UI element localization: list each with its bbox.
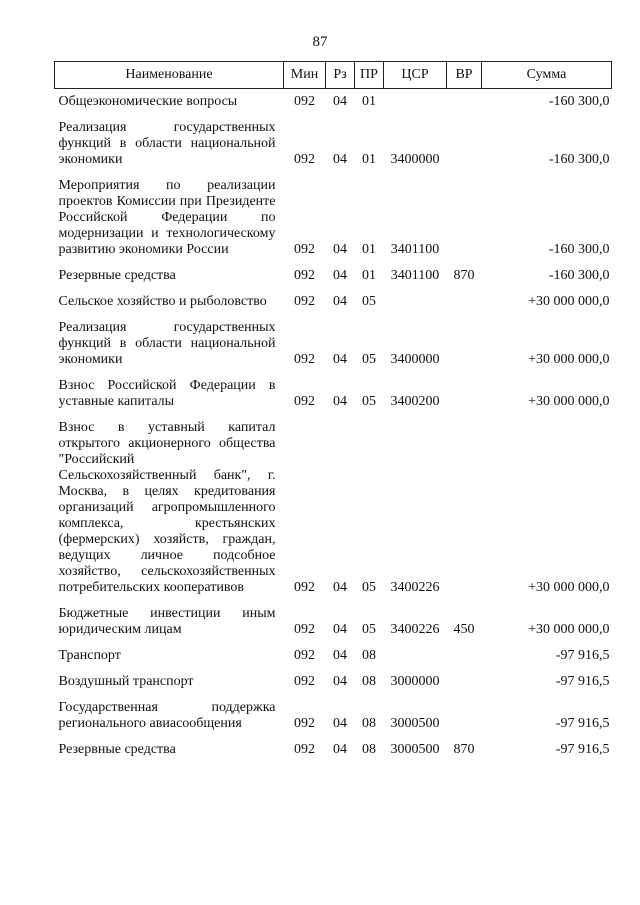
row-csr: 3400000 [390, 352, 440, 367]
row-pr: 05 [362, 622, 376, 637]
row-name: Взнос Российской Федерации в уставные капиталы [58, 378, 276, 409]
table-row [55, 601, 612, 643]
row-pr: 01 [362, 152, 376, 167]
row-csr: 3401100 [390, 268, 440, 283]
row-min: 092 [294, 580, 315, 595]
table-row [55, 669, 612, 695]
row-rz: 04 [333, 580, 347, 595]
row-pr: 08 [362, 674, 376, 689]
row-min: 092 [294, 352, 315, 367]
row-sum: -160 300,0 [548, 94, 610, 109]
row-rz: 04 [333, 268, 347, 283]
row-sum: -97 916,5 [555, 674, 610, 689]
row-name: Реализация государственных функций в области национальной экономики [58, 120, 276, 167]
row-name: Воздушный транспорт [58, 674, 194, 689]
row-sum: +30 000 000,0 [528, 294, 610, 309]
row-min: 092 [294, 742, 315, 757]
row-csr: 3400226 [390, 580, 440, 595]
row-csr [384, 89, 447, 116]
row-rz: 04 [333, 294, 347, 309]
row-min: 092 [294, 622, 315, 637]
row-name: Государственная поддержка регионального авиасообщения [58, 700, 276, 731]
header-pr: ПР [355, 62, 384, 89]
table-row [55, 89, 612, 116]
row-name: Сельское хозяйство и рыболовство [58, 294, 267, 309]
row-pr: 05 [362, 394, 376, 409]
header-min: Мин [284, 62, 326, 89]
row-name: Взнос в уставный капитал открытого акционерного общества "Российский Сельскохозяйственный банк", г. Москва, в целях кредитования организаций агропромышленного комплекса, крестьянских (фермерских) хозяйств, граждан, ведущих личное подсобное хозяйство, сельскохозяйственных потребительских кооперативов [58, 420, 276, 595]
row-min: 092 [294, 294, 315, 309]
row-csr: 3000500 [390, 716, 440, 731]
row-min: 092 [294, 648, 315, 663]
row-vr [447, 373, 482, 415]
row-min: 092 [294, 268, 315, 283]
row-csr: 3400226 [390, 622, 440, 637]
row-pr: 08 [362, 742, 376, 757]
table-row [55, 115, 612, 173]
row-csr: 3400200 [390, 394, 440, 409]
row-sum: -97 916,5 [555, 648, 610, 663]
row-pr: 05 [362, 352, 376, 367]
page-number: 87 [312, 34, 328, 50]
row-min: 092 [294, 94, 315, 109]
table-row [55, 289, 612, 315]
row-csr: 3401100 [390, 242, 440, 257]
row-vr [447, 89, 482, 116]
row-sum: -160 300,0 [548, 268, 610, 283]
row-vr [447, 315, 482, 373]
row-sum: -97 916,5 [555, 716, 610, 731]
row-vr [447, 415, 482, 601]
row-vr: 870 [453, 742, 475, 757]
row-vr: 870 [453, 268, 475, 283]
header-vr: ВР [447, 62, 482, 89]
row-rz: 04 [333, 648, 347, 663]
row-pr: 01 [362, 94, 376, 109]
row-rz: 04 [333, 152, 347, 167]
header-name: Наименование [55, 62, 284, 89]
row-vr [447, 115, 482, 173]
row-csr: 3000500 [390, 742, 440, 757]
header-row [55, 62, 612, 89]
row-sum: -160 300,0 [548, 242, 610, 257]
row-csr [384, 643, 447, 669]
row-rz: 04 [333, 674, 347, 689]
row-pr: 05 [362, 294, 376, 309]
row-csr: 3000000 [390, 674, 440, 689]
row-csr: 3400000 [390, 152, 440, 167]
row-pr: 08 [362, 648, 376, 663]
row-sum: -97 916,5 [555, 742, 610, 757]
table-row [55, 315, 612, 373]
row-csr [384, 289, 447, 315]
header-csr: ЦСР [384, 62, 447, 89]
row-name: Общеэкономические вопросы [58, 94, 238, 109]
row-sum: +30 000 000,0 [528, 352, 610, 367]
budget-table [54, 61, 612, 763]
table-row [55, 737, 612, 763]
table-row [55, 373, 612, 415]
row-vr [447, 669, 482, 695]
table-row [55, 173, 612, 263]
row-name: Бюджетные инвестиции иным юридическим лицам [58, 606, 276, 637]
row-rz: 04 [333, 742, 347, 757]
table-header [55, 62, 612, 89]
row-vr [447, 643, 482, 669]
row-pr: 08 [362, 716, 376, 731]
row-rz: 04 [333, 352, 347, 367]
row-min: 092 [294, 394, 315, 409]
row-vr: 450 [453, 622, 475, 637]
row-min: 092 [294, 716, 315, 731]
row-pr: 01 [362, 242, 376, 257]
row-rz: 04 [333, 622, 347, 637]
table-row [55, 263, 612, 289]
row-rz: 04 [333, 242, 347, 257]
row-min: 092 [294, 242, 315, 257]
header-sum: Сумма [482, 62, 612, 89]
row-name: Резервные средства [58, 268, 176, 283]
row-name: Транспорт [58, 648, 121, 663]
row-pr: 05 [362, 580, 376, 595]
table-row [55, 643, 612, 669]
row-sum: +30 000 000,0 [528, 622, 610, 637]
table-row [55, 415, 612, 601]
row-rz: 04 [333, 716, 347, 731]
row-vr [447, 289, 482, 315]
row-vr [447, 695, 482, 737]
header-rz: Рз [326, 62, 355, 89]
row-rz: 04 [333, 394, 347, 409]
row-sum: +30 000 000,0 [528, 394, 610, 409]
row-min: 092 [294, 152, 315, 167]
row-rz: 04 [333, 94, 347, 109]
table-row [55, 695, 612, 737]
row-sum: +30 000 000,0 [528, 580, 610, 595]
table-body [55, 89, 612, 764]
row-sum: -160 300,0 [548, 152, 610, 167]
row-vr [447, 173, 482, 263]
row-pr: 01 [362, 268, 376, 283]
row-name: Резервные средства [58, 742, 176, 757]
row-name: Реализация государственных функций в области национальной экономики [58, 320, 276, 367]
row-name: Мероприятия по реализации проектов Комиссии при Президенте Российской Федерации по модернизации и технологическому развитию экономики России [58, 178, 276, 257]
row-min: 092 [294, 674, 315, 689]
